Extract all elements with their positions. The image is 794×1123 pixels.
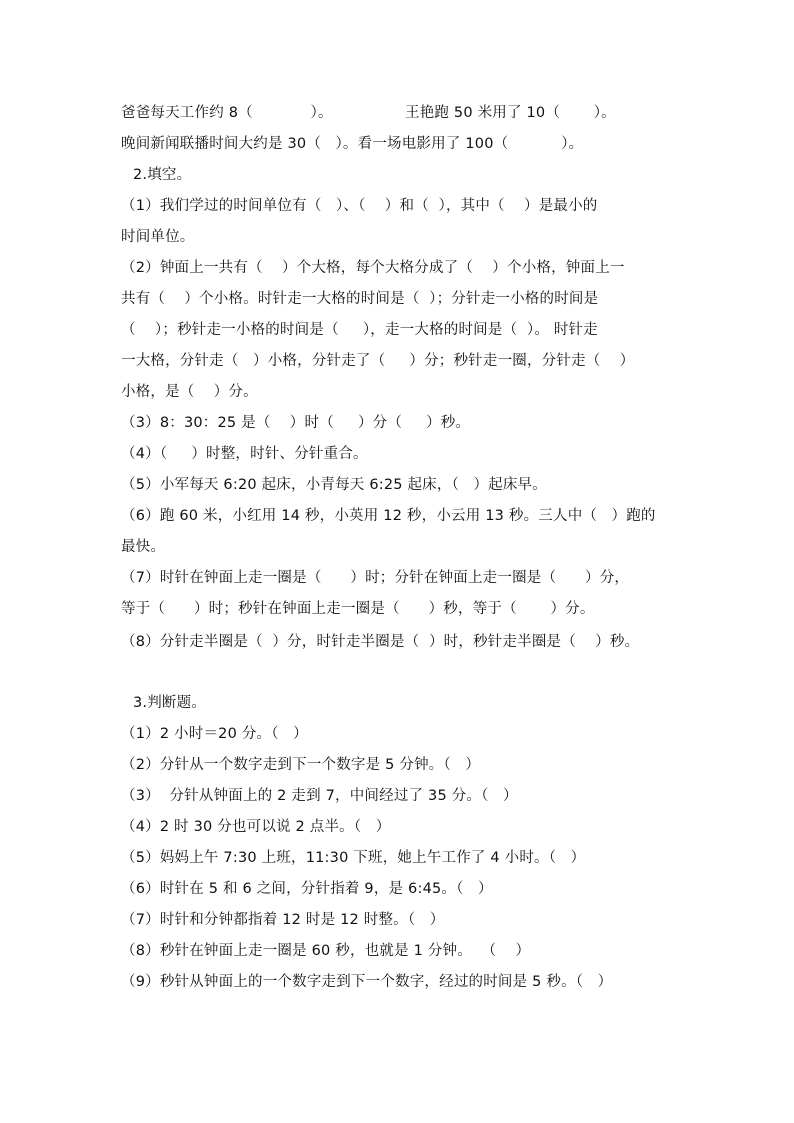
judge-line: （7）时针和分钟都指着 12 时是 12 时整。（ ）: [121, 912, 445, 928]
judge-heading: 3.判断题。: [133, 695, 207, 711]
fill-line: 一大格，分针走（ ）小格，分针走了（ ）分；秒针走一圈，分针走（ ）: [121, 353, 635, 369]
judge-line: （4）2 时 30 分也可以说 2 点半。（ ）: [121, 819, 391, 835]
judge-line: （2）分针从一个数字走到下一个数字是 5 分钟。（ ）: [121, 757, 481, 773]
judge-line: （1）2 小时＝20 分。（ ）: [121, 726, 308, 742]
fill-line: （7）时针在钟面上走一圈是（ ）时；分针在钟面上走一圈是（ ）分，: [121, 570, 630, 586]
fill-line: （ ）；秒针走一小格的时间是（ ），走一大格的时间是（ ）。 时针走: [121, 322, 598, 338]
fill-line: （1）我们学过的时间单位有（ ）、（ ）和（ ），其中（ ）是最小的: [121, 198, 598, 214]
fill-line: （4）（ ）时整，时针、分针重合。: [121, 446, 368, 462]
fill-line: （3）8：30：25 是（ ）时（ ）分（ ）秒。: [121, 415, 471, 431]
fill-line: （6）跑 60 米，小红用 14 秒，小英用 12 秒，小云用 13 秒。三人中（ ）跑的: [121, 508, 656, 524]
judge-line: （8）秒针在钟面上走一圈是 60 秒，也就是 1 分钟。 （ ）: [121, 943, 531, 959]
judge-line: （5）妈妈上午 7:30 上班，11:30 下班，她上午工作了 4 小时。（ ）: [121, 850, 586, 866]
fill-line: （8）分针走半圈是（ ）分，时针走半圈是（ ）时，秒针走半圈是（ ）秒。: [121, 634, 640, 650]
judge-line: （3） 分针从钟面上的 2 走到 7，中间经过了 35 分。（ ）: [121, 788, 518, 804]
fill-line: 最快。: [121, 539, 166, 555]
intro-line-1a: 爸爸每天工作约 8（ ）。: [121, 105, 333, 121]
intro-line-1b: 王艳跑 50 米用了 10（ ）。: [405, 105, 616, 121]
fill-line: 等于（ ）时；秒针在钟面上走一圈是（ ）秒，等于（ ）分。: [121, 601, 595, 617]
fill-line: （5）小军每天 6:20 起床，小青每天 6:25 起床，（ ）起床早。: [121, 477, 547, 493]
fill-line: （2）钟面上一共有（ ）个大格，每个大格分成了（ ）个小格，钟面上一: [121, 260, 625, 276]
intro-line-2: 晚间新闻联播时间大约是 30（ ）。看一场电影用了 100（ ）。: [121, 136, 584, 152]
judge-line: （9）秒针从钟面上的一个数字走到下一个数字，经过的时间是 5 秒。（ ）: [121, 974, 613, 990]
judge-line: （6）时针在 5 和 6 之间，分针指着 9，是 6:45。（ ）: [121, 881, 493, 897]
fill-line: 共有（ ）个小格。时针走一大格的时间是（ ）；分针走一小格的时间是: [121, 291, 599, 307]
fill-line: 时间单位。: [121, 229, 195, 245]
fill-line: 小格，是（ ）分。: [121, 384, 258, 400]
fill-heading: 2.填空。: [133, 167, 192, 183]
